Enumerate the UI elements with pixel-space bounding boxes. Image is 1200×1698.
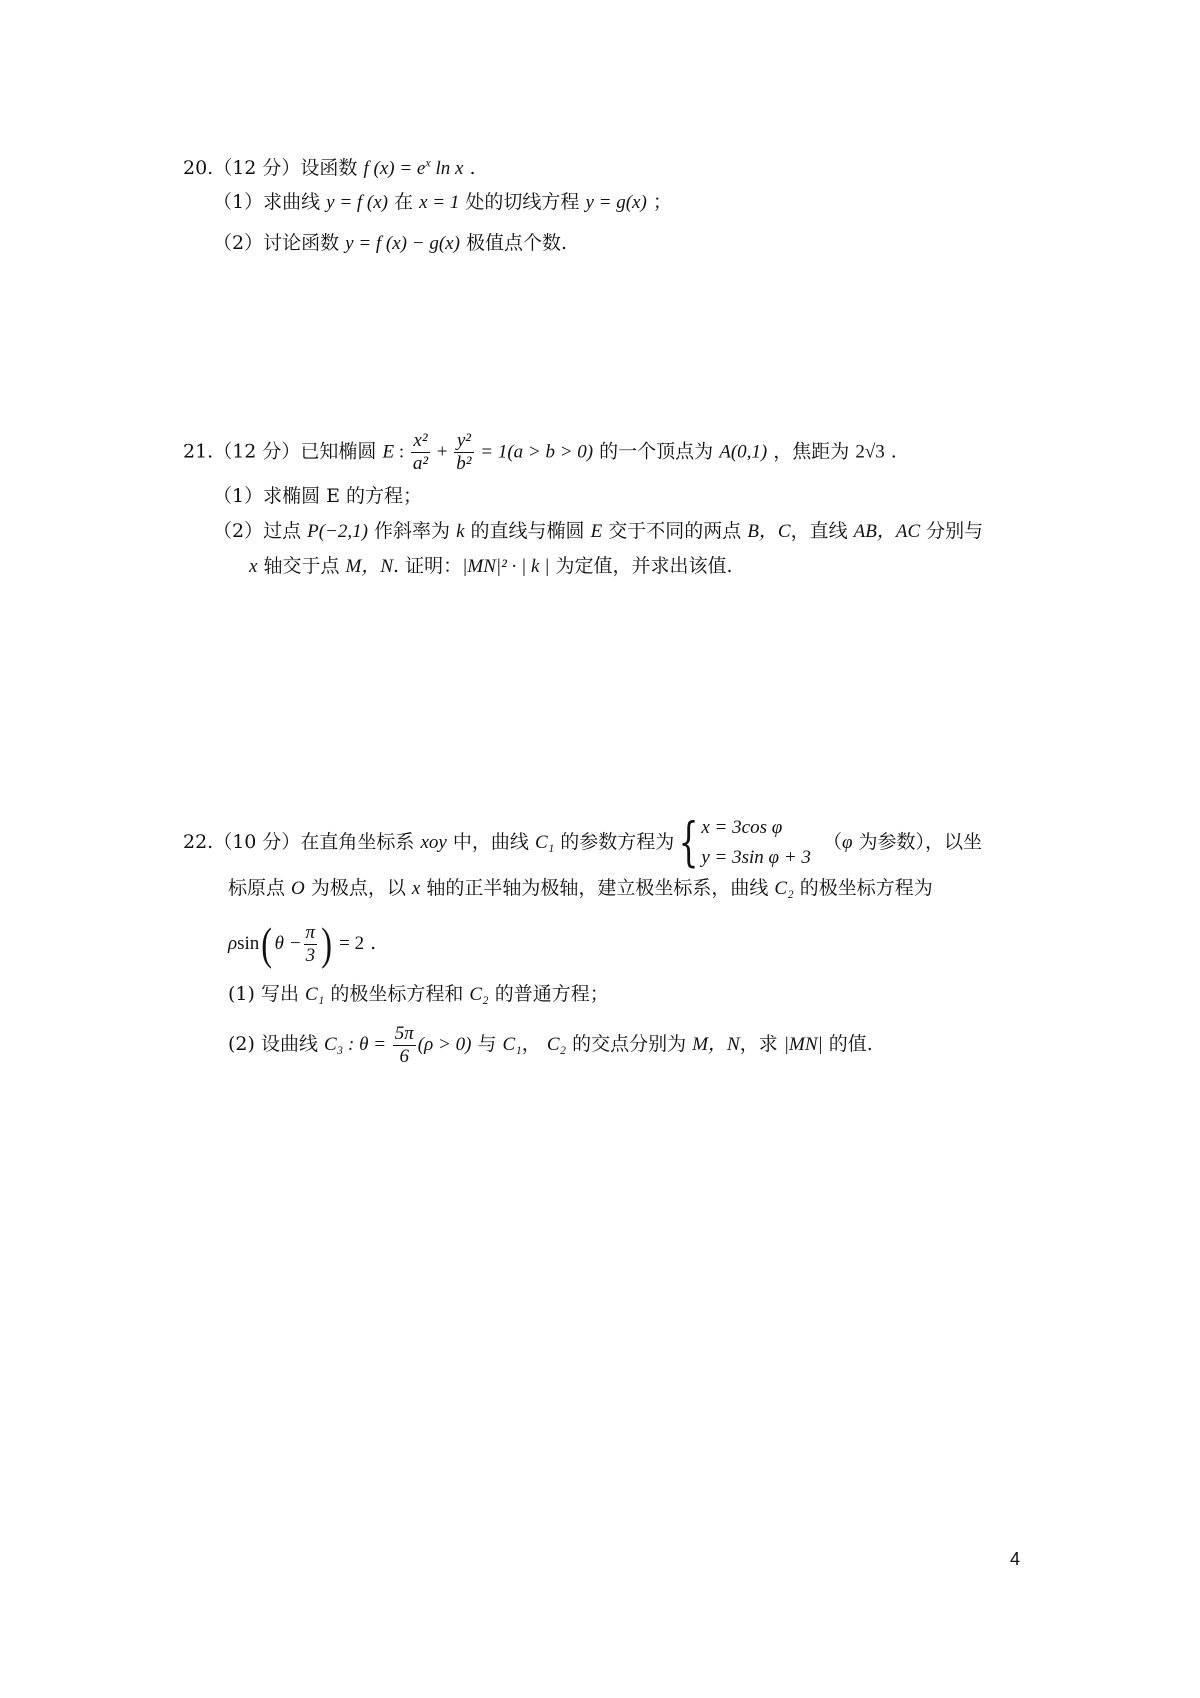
- q21-colon: :: [394, 441, 409, 463]
- q20-p1-c: 处的切线方程: [459, 191, 586, 213]
- q20-p2-b: 极值点个数.: [459, 232, 568, 254]
- q20-function-exp: x: [425, 155, 431, 170]
- q21-expr: |MN|² · | k |: [462, 556, 550, 577]
- q21-frac-y-den: b²: [456, 453, 472, 474]
- q22-C1: C₁: [534, 832, 555, 853]
- q22-l2-d: 的极坐标方程为: [793, 877, 933, 899]
- q22-part1: [228, 981, 609, 1008]
- q22-xoy: xoy: [420, 832, 447, 853]
- q22-case1: x = 3cos φ: [701, 817, 783, 838]
- q21-stem-c: ，焦距为: [767, 440, 856, 463]
- q22-eq: = 2: [334, 933, 365, 954]
- q20-stem-end: .: [463, 157, 476, 179]
- q21-k: k: [456, 521, 465, 542]
- q22-l2-c: 轴的正半轴为极轴，建立极坐标系，曲线: [420, 877, 775, 899]
- q21-part2-cont: [249, 553, 733, 580]
- q21-p3-c: 为定值，并求出该值.: [549, 555, 733, 577]
- q21-x: x: [249, 556, 258, 577]
- q22-p1-c: 的普通方程；: [488, 983, 609, 1005]
- q22-x: x: [411, 878, 421, 899]
- q21-frac-x-den: a²: [412, 453, 429, 474]
- q22-p1-C1: C₁: [305, 984, 325, 1005]
- q22-polar-eq: [228, 916, 376, 970]
- q20-function-base: f (x) = e: [363, 158, 426, 179]
- q21-focal: 2√3: [855, 441, 885, 463]
- q20-p1-m2: x = 1: [419, 192, 460, 213]
- q21-frac-x: [411, 430, 430, 475]
- q22-stem-b: 中，曲线: [446, 831, 535, 853]
- q22-rho: ρ: [228, 933, 238, 954]
- q20-p1-m1: y = f (x): [326, 192, 389, 213]
- q20-part1: [213, 189, 672, 216]
- q22-p2-C1: C₁: [502, 1034, 522, 1055]
- q21-E: E: [382, 441, 395, 463]
- q22-p2-e: ，求: [739, 1033, 784, 1055]
- q22-cond: (ρ > 0): [417, 1034, 472, 1055]
- q21-frac-y-num: y²: [454, 430, 473, 453]
- q21-p3-a: 轴交于点: [257, 555, 346, 577]
- q22-p1-C2: C₂: [469, 984, 489, 1005]
- q22-line2: [228, 875, 933, 902]
- q22-p2-f: 的值.: [822, 1033, 873, 1055]
- q21-stem: [183, 430, 897, 475]
- q22-p1-b: 的极坐标方程和: [324, 983, 470, 1005]
- q22-O: O: [291, 878, 305, 899]
- q22-theta: θ −: [274, 933, 302, 954]
- q21-p2-e: ，直线: [790, 520, 854, 542]
- q20-p1-m3: y = g(x): [585, 192, 647, 213]
- q22-l2-a: 标原点: [228, 877, 292, 899]
- q22-p2-d: 的交点分别为: [566, 1033, 693, 1055]
- page-number: 4: [1010, 1549, 1021, 1569]
- q22-param-cases: [701, 813, 811, 873]
- q22-p2-frac-num: 5π: [394, 1022, 414, 1044]
- q20-function: [363, 155, 464, 179]
- q21-p2-f: 分别与: [920, 520, 984, 542]
- q21-p2-lines: AB，AC: [853, 521, 921, 542]
- q20-p2-a: （2）讨论函数: [213, 232, 346, 254]
- q20-part2: [213, 230, 567, 257]
- q22-p2-frac-den: 6: [399, 1045, 410, 1067]
- q21-p1: （1）求椭圆 E 的方程；: [213, 485, 423, 507]
- q22-p2-pts: M，N: [692, 1034, 740, 1055]
- q21-p3-b: . 证明：: [393, 555, 463, 577]
- q21-frac-x-num: x²: [411, 430, 430, 453]
- q22-p2-a: (2) 设曲线: [228, 1033, 324, 1055]
- q21-P: P(−2,1): [307, 521, 368, 542]
- q22-stem-c: 的参数方程为: [554, 831, 675, 853]
- q20-stem-text: 20.（12 分）设函数: [183, 157, 364, 179]
- q21-p2-E: E: [590, 521, 603, 542]
- q22-stem-d: （: [822, 831, 842, 853]
- q22-p2-b: 与: [471, 1033, 503, 1055]
- q20-function-ln: ln x: [430, 158, 464, 179]
- q21-p3-pts: M，N: [345, 556, 394, 577]
- q22-stem-a: 22.（10 分）在直角坐标系: [183, 831, 421, 853]
- q22-l3-end: .: [364, 932, 377, 954]
- q22-part2: [228, 1016, 873, 1072]
- q20-p2-m1: y = f (x) − g(x): [345, 233, 460, 254]
- q22-stem: [183, 810, 982, 874]
- left-paren: (: [261, 918, 273, 969]
- q22-p1-a: (1) 写出: [228, 983, 305, 1005]
- q21-plus: +: [432, 441, 453, 463]
- q22-C2: C₂: [774, 878, 794, 899]
- q22-l2-b: 为极点，以: [304, 877, 412, 899]
- q21-part1: [213, 483, 422, 509]
- q22-stem-e: 为参数），以坐: [852, 831, 983, 853]
- q22-phi: φ: [842, 832, 853, 853]
- q20-p1-d: ；: [646, 191, 672, 213]
- q21-A: A(0,1): [719, 441, 768, 463]
- q22-MN: |MN|: [783, 1034, 823, 1055]
- q22-p2-C2: C₂: [546, 1034, 567, 1055]
- q21-p2-d: 交于不同的两点: [602, 520, 748, 542]
- q21-eq: = 1(a > b > 0): [475, 441, 594, 463]
- q22-frac-5pi6: [393, 1023, 416, 1068]
- q21-stem-d: .: [884, 440, 897, 463]
- q22-p2-c: ，: [521, 1033, 547, 1055]
- q21-p2-c: 的直线与椭圆: [464, 520, 591, 542]
- q22-frac-den: 3: [305, 944, 316, 966]
- q21-stem-b: 的一个顶点为: [593, 440, 720, 463]
- q22-sin: sin: [237, 933, 260, 954]
- q22-frac-pi3: [304, 922, 318, 967]
- q21-part2: [213, 518, 983, 545]
- q22-frac-num: π: [305, 921, 316, 943]
- q20-p1-b: 在: [388, 191, 420, 213]
- q21-p2-a: （2）过点: [213, 520, 308, 542]
- q22-C3: C₃ : θ =: [324, 1034, 391, 1055]
- q21-frac-y: [454, 430, 473, 475]
- q21-stem-a: 21.（12 分）已知椭圆: [183, 440, 383, 463]
- right-paren: ): [321, 918, 333, 969]
- q21-p2-pts: B，C: [747, 521, 791, 542]
- q21-p2-b: 作斜率为: [367, 520, 457, 542]
- q22-case2: y = 3sin φ + 3: [701, 847, 811, 868]
- q20-p1-a: （1）求曲线: [213, 191, 327, 213]
- left-brace: {: [678, 813, 699, 873]
- q20-stem: [183, 155, 476, 182]
